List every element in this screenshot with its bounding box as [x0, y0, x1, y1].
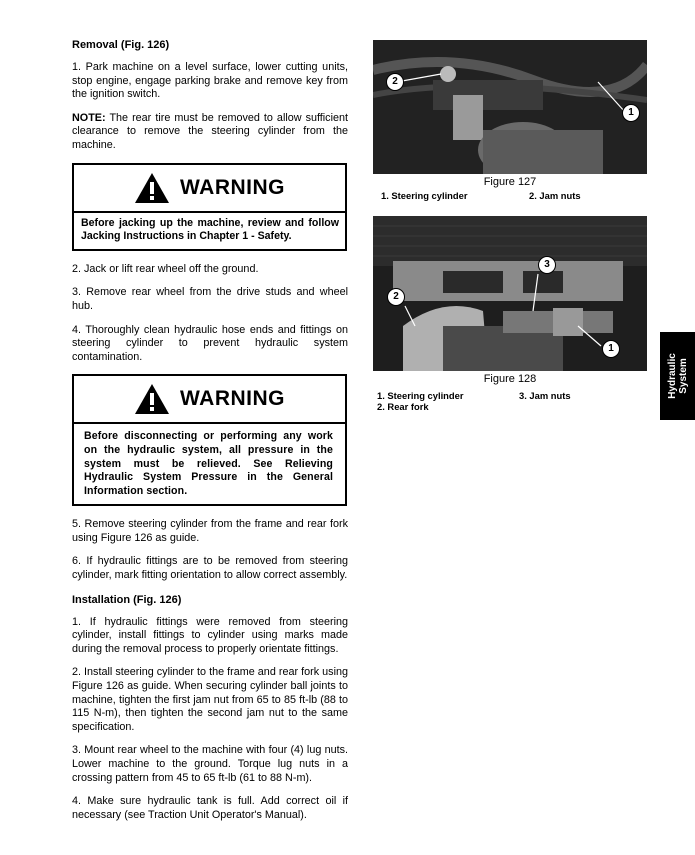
figure-127-label: Figure 127 [483, 176, 537, 188]
removal-step-2: 2. Jack or lift rear wheel off the ground. [72, 262, 259, 275]
installation-step-3: 3. Mount rear wheel to the machine with four (4) lug nuts. Lower machine to the ground. Torque lug nuts in a crossing pattern from 45 to 65 ft-lb (61 to 88 N-m). [72, 744, 348, 784]
installation-heading: Installation (Fig. 126) [72, 593, 182, 606]
section-side-tab [660, 332, 695, 420]
side-tab-line-2: System [677, 358, 689, 394]
removal-step-3: 3. Remove rear wheel from the drive studs and wheel hub. [72, 286, 348, 312]
legend-item: 3. Jam nuts [519, 390, 571, 401]
removal-heading: Removal (Fig. 126) [72, 39, 170, 51]
steering-cylinder-photo-illustration [373, 40, 647, 174]
figure-128-photo [373, 216, 647, 371]
figure-127-legend [373, 190, 647, 201]
warning-box-jacking [72, 163, 347, 251]
figure-127-photo [373, 40, 647, 174]
removal-step-1: 1. Park machine on a level surface, lower cutting units, stop engine, engage parking brake and remove key from the ignition switch. [72, 61, 348, 101]
side-tab-label [667, 353, 689, 399]
installation-step-2: 2. Install steering cylinder to the frame and rear fork using Figure 126 as guide. When securing cylinder ball joints to machine, tighten the first jam nut from 65 to 85 ft-lb (88 to 115 N-m), then tighten the second jam nut to the same specification. [72, 666, 348, 733]
callout-2: 2 [387, 288, 405, 306]
callout-1: 1 [622, 104, 640, 122]
removal-note [72, 112, 348, 153]
callout-1: 1 [602, 340, 620, 358]
side-tab-line-1: Hydraulic [666, 353, 678, 399]
note-label: NOTE: [72, 111, 106, 124]
callout-3: 3 [538, 256, 556, 274]
installation-step-1: 1. If hydraulic fittings were removed from steering cylinder, install fittings to cylinder using marks made during the removal process to properly orientate fittings. [72, 615, 348, 655]
installation-step-4: 4. Make sure hydraulic tank is full. Add correct oil if necessary (see Traction Unit Operator's Manual). [72, 795, 348, 821]
warning-triangle-icon [134, 172, 170, 204]
legend-item: 2. Rear fork [377, 401, 429, 412]
removal-step-6: 6. If hydraulic fittings are to be removed from steering cylinder, mark fitting orientation to allow correct assembly. [72, 555, 348, 582]
warning-text: Before disconnecting or performing any work on the hydraulic system, all pressure in the system must be relieved. See Relieving Hydraulic System Pressure in the General Information section. [84, 430, 333, 497]
legend-item: 2. Jam nuts [529, 190, 581, 201]
figure-127 [373, 40, 647, 201]
legend-item: 1. Steering cylinder [381, 190, 468, 201]
warning-title: WARNING [180, 175, 285, 199]
warning-title: WARNING [180, 387, 285, 411]
removal-step-4: 4. Thoroughly clean hydraulic hose ends and fittings on steering cylinder to prevent hydraulic system contamination. [72, 323, 348, 363]
figure-128-legend [373, 390, 647, 412]
legend-item: 1. Steering cylinder [377, 390, 464, 401]
warning-header [74, 376, 345, 424]
warning-triangle-icon [134, 383, 170, 415]
main-column [72, 38, 348, 832]
figure-128 [373, 216, 647, 412]
removal-step-5: 5. Remove steering cylinder from the frame and rear fork using Figure 126 as guide. [72, 518, 348, 544]
note-text: The rear tire must be removed to allow sufficient clearance to remove the steering cylinder from the machine. [72, 111, 348, 151]
warning-header [74, 165, 345, 213]
warning-box-hydraulic [72, 374, 347, 506]
figure-128-label: Figure 128 [483, 373, 537, 385]
warning-text: Before jacking up the machine, review and follow Jacking Instructions in Chapter 1 - Safety. [81, 216, 339, 243]
callout-2: 2 [386, 73, 404, 91]
